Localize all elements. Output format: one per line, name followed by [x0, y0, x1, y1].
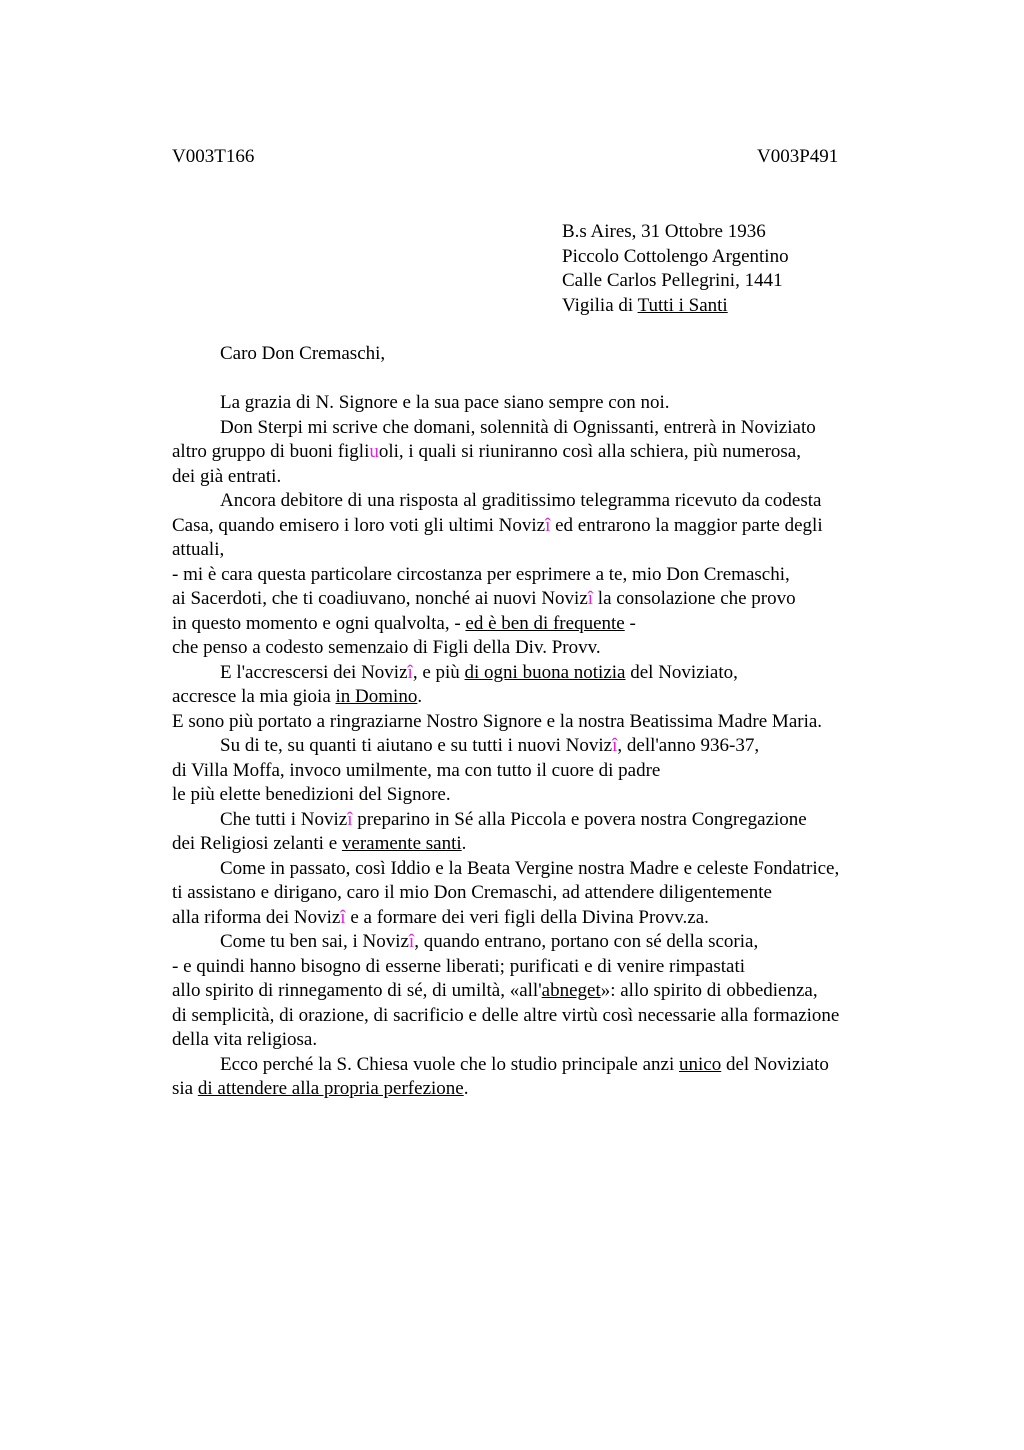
highlighted-char: î [408, 931, 415, 952]
body-line: Su di te, su quanti ti aiutano e su tutti i nuovi Novizî, dell'anno 936-37, [220, 735, 760, 756]
document-code-right: V003P491 [757, 146, 839, 167]
body-line: Don Sterpi mi scrive che domani, solennità di Ognissanti, entrerà in Noviziato [220, 416, 816, 438]
body-line: ai Sacerdoti, che ti coadiuvano, nonché ai nuovi Novizî la consolazione che provo [172, 588, 796, 609]
body-line: altro gruppo di buoni figliuoli, i quali si riuniranno così alla schiera, più numerosa, [172, 441, 801, 462]
underlined-text: Tutti i Santi [637, 294, 728, 316]
body-line: Ancora debitore di una risposta al graditissimo telegramma ricevuto da codesta [220, 490, 822, 511]
underlined-text: in Domino [335, 686, 418, 707]
salutation: Caro Don Cremaschi, [220, 343, 386, 364]
body-line: Ecco perché la S. Chiesa vuole che lo studio principale anzi unico del Noviziato [220, 1053, 829, 1075]
highlighted-char: î [587, 588, 594, 609]
vigil-line: Vigilia di Tutti i Santi [562, 294, 728, 316]
body-line: E sono più portato a ringraziarne Nostro Signore e la nostra Beatissima Madre Maria. [172, 710, 823, 732]
letter-body [172, 342, 912, 1102]
body-line: Come tu ben sai, i Novizî, quando entrano, portano con sé della scoria, [220, 931, 759, 952]
underlined-text: abneget [541, 980, 601, 1001]
body-line: che penso a codesto semenzaio di Figli della Div. Provv. [172, 637, 601, 658]
body-line: della vita religiosa. [172, 1029, 318, 1050]
highlighted-char: î [612, 735, 618, 756]
underlined-text: di ogni buona notizia [464, 661, 626, 683]
body-line: attuali, [172, 539, 225, 560]
body-line: di semplicità, di orazione, di sacrificio e delle altre virtù così necessarie alla formazione [172, 1004, 840, 1026]
street-line: Calle Carlos Pellegrini, 1441 [562, 270, 783, 291]
body-line: ti assistano e dirigano, caro il mio Don Cremaschi, ad attendere diligentemente [172, 882, 772, 903]
body-line: E l'accrescersi dei Novizî, e più di ogni buona notizia del Noviziato, [220, 661, 738, 683]
body-line: - e quindi hanno bisogno di esserne liberati; purificati e di venire rimpastati [172, 955, 746, 977]
underlined-text: ed è ben di frequente [465, 612, 625, 634]
body-line: dei già entrati. [172, 465, 282, 487]
body-line: Che tutti i Novizî preparino in Sé alla Piccola e povera nostra Congregazione [220, 808, 807, 830]
document-code-left: V003T166 [172, 146, 255, 167]
body-line: Come in passato, così Iddio e la Beata Vergine nostra Madre e celeste Fondatrice, [220, 857, 840, 879]
underlined-text: di attendere alla propria perfezione [197, 1078, 464, 1099]
body-line: in questo momento e ogni qualvolta, - ed è ben di frequente - [172, 612, 636, 634]
body-line: Casa, quando emisero i loro voti gli ultimi Novizî ed entrarono la maggior parte degli [172, 514, 823, 536]
body-line: le più elette benedizioni del Signore. [172, 784, 451, 805]
body-line: accresce la mia gioia in Domino. [172, 686, 423, 707]
underlined-text: veramente santi [341, 833, 462, 854]
body-line: dei Religiosi zelanti e veramente santi. [172, 833, 467, 854]
body-line: di Villa Moffa, invoco umilmente, ma con tutto il cuore di padre [172, 759, 661, 781]
highlighted-char: î [347, 808, 353, 830]
body-line: alla riforma dei Novizî e a formare dei veri figli della Divina Provv.za. [172, 906, 709, 928]
institution-line: Piccolo Cottolengo Argentino [562, 245, 789, 267]
highlighted-char: î [545, 514, 551, 536]
address-block [562, 220, 789, 318]
body-line: La grazia di N. Signore e la sua pace siano sempre con noi. [220, 392, 670, 413]
body-line: allo spirito di rinnegamento di sé, di umiltà, «all'abneget»: allo spirito di obbedienza, [172, 980, 818, 1001]
body-line: - mi è cara questa particolare circostanza per esprimere a te, mio Don Cremaschi, [172, 563, 790, 585]
underlined-text: unico [679, 1053, 722, 1075]
highlighted-char: u [369, 441, 379, 462]
highlighted-char: î [340, 906, 346, 928]
highlighted-char: î [407, 661, 413, 683]
date-line: B.s Aires, 31 Ottobre 1936 [562, 221, 766, 242]
body-line: sia di attendere alla propria perfezione. [172, 1078, 469, 1099]
